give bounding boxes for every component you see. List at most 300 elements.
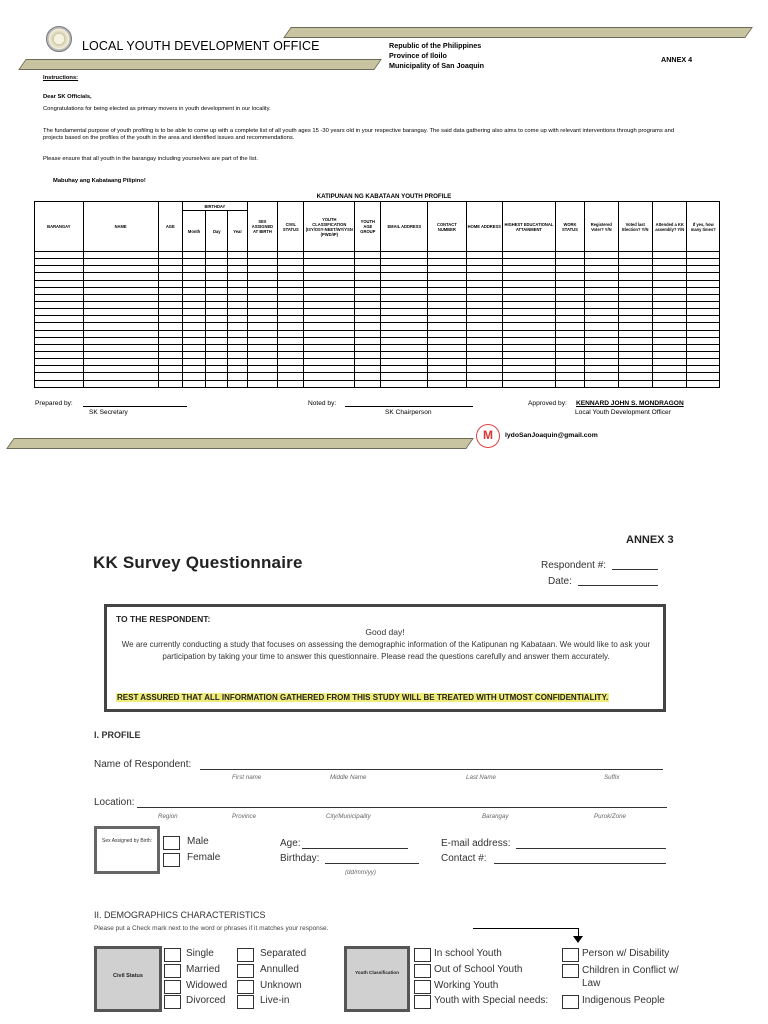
table-cell[interactable] — [158, 330, 182, 337]
table-cell[interactable] — [182, 309, 205, 316]
table-cell[interactable] — [585, 330, 618, 337]
table-cell[interactable] — [158, 266, 182, 273]
table-cell[interactable] — [278, 323, 304, 330]
office-email[interactable]: lydoSanJoaquin@gmail.com — [505, 432, 598, 439]
table-cell[interactable] — [206, 280, 228, 287]
table-cell[interactable] — [228, 252, 247, 259]
table-cell[interactable] — [585, 316, 618, 323]
table-cell[interactable] — [83, 344, 158, 351]
pwd-checkbox[interactable] — [562, 948, 579, 962]
table-cell[interactable] — [381, 344, 428, 351]
divorced-checkbox[interactable] — [164, 995, 181, 1009]
table-cell[interactable] — [653, 309, 687, 316]
table-cell[interactable] — [206, 366, 228, 373]
table-cell[interactable] — [247, 301, 277, 308]
table-cell[interactable] — [35, 301, 84, 308]
table-cell[interactable] — [503, 351, 556, 358]
out-of-school-checkbox[interactable] — [414, 964, 431, 978]
table-cell[interactable] — [35, 380, 84, 387]
table-cell[interactable] — [158, 301, 182, 308]
table-cell[interactable] — [304, 380, 355, 387]
table-cell[interactable] — [304, 337, 355, 344]
table-cell[interactable] — [228, 266, 247, 273]
table-cell[interactable] — [278, 252, 304, 259]
table-cell[interactable] — [304, 273, 355, 280]
table-cell[interactable] — [182, 373, 205, 380]
table-cell[interactable] — [381, 273, 428, 280]
table-cell[interactable] — [83, 373, 158, 380]
table-cell[interactable] — [83, 294, 158, 301]
table-cell[interactable] — [618, 380, 652, 387]
table-cell[interactable] — [687, 266, 720, 273]
table-cell[interactable] — [182, 344, 205, 351]
table-cell[interactable] — [83, 301, 158, 308]
table-cell[interactable] — [687, 344, 720, 351]
table-cell[interactable] — [428, 287, 467, 294]
table-cell[interactable] — [278, 316, 304, 323]
single-checkbox[interactable] — [164, 948, 181, 962]
table-cell[interactable] — [83, 351, 158, 358]
table-cell[interactable] — [158, 287, 182, 294]
table-cell[interactable] — [304, 316, 355, 323]
table-cell[interactable] — [687, 337, 720, 344]
table-cell[interactable] — [428, 351, 467, 358]
table-cell[interactable] — [687, 373, 720, 380]
table-cell[interactable] — [555, 259, 584, 266]
table-cell[interactable] — [228, 287, 247, 294]
table-cell[interactable] — [618, 280, 652, 287]
widowed-checkbox[interactable] — [164, 980, 181, 994]
table-cell[interactable] — [555, 373, 584, 380]
table-cell[interactable] — [304, 287, 355, 294]
table-cell[interactable] — [247, 273, 277, 280]
table-cell[interactable] — [585, 351, 618, 358]
table-cell[interactable] — [278, 344, 304, 351]
table-cell[interactable] — [466, 252, 502, 259]
table-cell[interactable] — [35, 366, 84, 373]
table-cell[interactable] — [428, 380, 467, 387]
table-cell[interactable] — [381, 359, 428, 366]
annulled-checkbox[interactable] — [237, 964, 254, 978]
table-cell[interactable] — [381, 330, 428, 337]
table-cell[interactable] — [355, 359, 381, 366]
table-cell[interactable] — [653, 259, 687, 266]
table-cell[interactable] — [35, 252, 84, 259]
table-cell[interactable] — [278, 309, 304, 316]
table-cell[interactable] — [585, 301, 618, 308]
table-cell[interactable] — [247, 287, 277, 294]
table-cell[interactable] — [35, 351, 84, 358]
name-field[interactable] — [200, 769, 663, 770]
table-cell[interactable] — [355, 351, 381, 358]
table-cell[interactable] — [278, 301, 304, 308]
table-cell[interactable] — [83, 316, 158, 323]
table-cell[interactable] — [687, 359, 720, 366]
table-cell[interactable] — [618, 330, 652, 337]
table-cell[interactable] — [555, 359, 584, 366]
table-cell[interactable] — [206, 309, 228, 316]
table-cell[interactable] — [428, 316, 467, 323]
table-cell[interactable] — [228, 309, 247, 316]
table-cell[interactable] — [355, 366, 381, 373]
table-cell[interactable] — [304, 252, 355, 259]
table-cell[interactable] — [355, 294, 381, 301]
table-cell[interactable] — [381, 280, 428, 287]
table-cell[interactable] — [158, 323, 182, 330]
table-cell[interactable] — [618, 351, 652, 358]
table-cell[interactable] — [355, 380, 381, 387]
table-cell[interactable] — [381, 259, 428, 266]
table-cell[interactable] — [228, 273, 247, 280]
table-cell[interactable] — [653, 266, 687, 273]
table-cell[interactable] — [555, 330, 584, 337]
table-cell[interactable] — [653, 316, 687, 323]
table-cell[interactable] — [466, 301, 502, 308]
table-cell[interactable] — [182, 252, 205, 259]
cicl-checkbox[interactable] — [562, 964, 579, 978]
table-cell[interactable] — [83, 252, 158, 259]
table-cell[interactable] — [247, 351, 277, 358]
table-cell[interactable] — [35, 373, 84, 380]
table-cell[interactable] — [355, 373, 381, 380]
table-cell[interactable] — [503, 323, 556, 330]
table-cell[interactable] — [228, 337, 247, 344]
table-cell[interactable] — [618, 359, 652, 366]
table-cell[interactable] — [35, 359, 84, 366]
table-cell[interactable] — [158, 337, 182, 344]
table-cell[interactable] — [278, 273, 304, 280]
table-cell[interactable] — [247, 380, 277, 387]
table-cell[interactable] — [247, 280, 277, 287]
table-cell[interactable] — [247, 337, 277, 344]
table-cell[interactable] — [653, 280, 687, 287]
table-cell[interactable] — [381, 323, 428, 330]
table-cell[interactable] — [687, 301, 720, 308]
table-cell[interactable] — [278, 280, 304, 287]
table-cell[interactable] — [428, 330, 467, 337]
table-cell[interactable] — [618, 266, 652, 273]
unknown-checkbox[interactable] — [237, 980, 254, 994]
table-cell[interactable] — [355, 330, 381, 337]
table-cell[interactable] — [206, 351, 228, 358]
table-cell[interactable] — [304, 294, 355, 301]
table-cell[interactable] — [503, 330, 556, 337]
table-cell[interactable] — [247, 309, 277, 316]
table-cell[interactable] — [503, 316, 556, 323]
table-cell[interactable] — [585, 373, 618, 380]
table-cell[interactable] — [206, 316, 228, 323]
table-cell[interactable] — [83, 273, 158, 280]
table-cell[interactable] — [83, 287, 158, 294]
table-cell[interactable] — [182, 294, 205, 301]
table-cell[interactable] — [428, 280, 467, 287]
table-cell[interactable] — [83, 380, 158, 387]
table-cell[interactable] — [618, 344, 652, 351]
table-cell[interactable] — [555, 252, 584, 259]
table-cell[interactable] — [304, 344, 355, 351]
table-cell[interactable] — [182, 316, 205, 323]
table-cell[interactable] — [653, 330, 687, 337]
table-cell[interactable] — [35, 259, 84, 266]
table-cell[interactable] — [355, 344, 381, 351]
table-cell[interactable] — [585, 273, 618, 280]
male-checkbox[interactable] — [163, 836, 180, 850]
table-cell[interactable] — [653, 366, 687, 373]
table-cell[interactable] — [555, 380, 584, 387]
table-cell[interactable] — [653, 287, 687, 294]
table-cell[interactable] — [618, 259, 652, 266]
table-cell[interactable] — [206, 373, 228, 380]
table-cell[interactable] — [653, 252, 687, 259]
table-cell[interactable] — [247, 252, 277, 259]
table-cell[interactable] — [466, 366, 502, 373]
table-cell[interactable] — [618, 316, 652, 323]
table-cell[interactable] — [466, 259, 502, 266]
table-cell[interactable] — [228, 259, 247, 266]
table-cell[interactable] — [355, 316, 381, 323]
table-cell[interactable] — [355, 252, 381, 259]
table-cell[interactable] — [228, 344, 247, 351]
table-cell[interactable] — [653, 359, 687, 366]
table-cell[interactable] — [381, 380, 428, 387]
table-cell[interactable] — [687, 259, 720, 266]
table-cell[interactable] — [503, 337, 556, 344]
table-cell[interactable] — [247, 359, 277, 366]
table-cell[interactable] — [618, 337, 652, 344]
table-cell[interactable] — [503, 294, 556, 301]
table-cell[interactable] — [206, 259, 228, 266]
table-cell[interactable] — [466, 359, 502, 366]
table-cell[interactable] — [503, 309, 556, 316]
table-cell[interactable] — [687, 351, 720, 358]
table-cell[interactable] — [555, 337, 584, 344]
table-cell[interactable] — [83, 359, 158, 366]
table-cell[interactable] — [653, 344, 687, 351]
table-cell[interactable] — [428, 252, 467, 259]
table-cell[interactable] — [304, 301, 355, 308]
birthday-field[interactable] — [325, 863, 419, 864]
table-cell[interactable] — [585, 259, 618, 266]
table-cell[interactable] — [466, 266, 502, 273]
table-cell[interactable] — [555, 344, 584, 351]
table-cell[interactable] — [83, 337, 158, 344]
table-cell[interactable] — [687, 366, 720, 373]
table-cell[interactable] — [687, 280, 720, 287]
table-cell[interactable] — [35, 309, 84, 316]
table-cell[interactable] — [228, 366, 247, 373]
location-field[interactable] — [137, 807, 667, 808]
table-cell[interactable] — [182, 266, 205, 273]
table-cell[interactable] — [466, 337, 502, 344]
table-cell[interactable] — [503, 373, 556, 380]
table-cell[interactable] — [381, 316, 428, 323]
table-cell[interactable] — [228, 323, 247, 330]
table-cell[interactable] — [35, 344, 84, 351]
table-cell[interactable] — [182, 259, 205, 266]
table-cell[interactable] — [687, 294, 720, 301]
contact-field[interactable] — [494, 863, 666, 864]
table-cell[interactable] — [555, 323, 584, 330]
table-cell[interactable] — [555, 280, 584, 287]
table-cell[interactable] — [247, 366, 277, 373]
table-cell[interactable] — [503, 359, 556, 366]
table-cell[interactable] — [585, 337, 618, 344]
table-cell[interactable] — [618, 287, 652, 294]
email-field[interactable] — [516, 848, 666, 849]
table-cell[interactable] — [247, 373, 277, 380]
table-cell[interactable] — [355, 301, 381, 308]
table-cell[interactable] — [158, 273, 182, 280]
table-cell[interactable] — [83, 259, 158, 266]
table-cell[interactable] — [585, 294, 618, 301]
table-cell[interactable] — [381, 301, 428, 308]
table-cell[interactable] — [304, 259, 355, 266]
table-cell[interactable] — [428, 373, 467, 380]
table-cell[interactable] — [158, 359, 182, 366]
table-cell[interactable] — [35, 280, 84, 287]
table-cell[interactable] — [503, 252, 556, 259]
table-cell[interactable] — [83, 266, 158, 273]
table-cell[interactable] — [158, 316, 182, 323]
table-cell[interactable] — [687, 316, 720, 323]
table-cell[interactable] — [278, 330, 304, 337]
table-cell[interactable] — [247, 323, 277, 330]
table-cell[interactable] — [503, 301, 556, 308]
table-cell[interactable] — [503, 380, 556, 387]
table-cell[interactable] — [206, 294, 228, 301]
table-cell[interactable] — [247, 330, 277, 337]
table-cell[interactable] — [428, 337, 467, 344]
table-cell[interactable] — [653, 380, 687, 387]
table-cell[interactable] — [653, 273, 687, 280]
table-cell[interactable] — [35, 323, 84, 330]
table-cell[interactable] — [158, 366, 182, 373]
table-cell[interactable] — [618, 373, 652, 380]
table-cell[interactable] — [158, 373, 182, 380]
table-cell[interactable] — [206, 380, 228, 387]
table-cell[interactable] — [182, 366, 205, 373]
table-cell[interactable] — [228, 359, 247, 366]
table-cell[interactable] — [278, 359, 304, 366]
indigenous-checkbox[interactable] — [562, 995, 579, 1009]
table-cell[interactable] — [585, 359, 618, 366]
table-cell[interactable] — [83, 309, 158, 316]
table-cell[interactable] — [466, 287, 502, 294]
table-cell[interactable] — [618, 294, 652, 301]
table-cell[interactable] — [687, 323, 720, 330]
table-cell[interactable] — [247, 294, 277, 301]
table-cell[interactable] — [182, 351, 205, 358]
table-cell[interactable] — [555, 301, 584, 308]
table-cell[interactable] — [428, 323, 467, 330]
table-cell[interactable] — [381, 337, 428, 344]
table-cell[interactable] — [618, 323, 652, 330]
table-cell[interactable] — [466, 351, 502, 358]
respondent-number-field[interactable] — [612, 569, 658, 570]
table-cell[interactable] — [206, 323, 228, 330]
table-cell[interactable] — [278, 259, 304, 266]
table-cell[interactable] — [381, 252, 428, 259]
table-cell[interactable] — [381, 287, 428, 294]
table-cell[interactable] — [355, 259, 381, 266]
table-cell[interactable] — [355, 337, 381, 344]
table-cell[interactable] — [158, 351, 182, 358]
table-cell[interactable] — [83, 323, 158, 330]
table-cell[interactable] — [228, 280, 247, 287]
table-cell[interactable] — [585, 266, 618, 273]
table-cell[interactable] — [555, 294, 584, 301]
special-needs-checkbox[interactable] — [414, 995, 431, 1009]
table-cell[interactable] — [247, 344, 277, 351]
table-cell[interactable] — [466, 309, 502, 316]
table-cell[interactable] — [687, 380, 720, 387]
table-cell[interactable] — [35, 266, 84, 273]
table-cell[interactable] — [381, 266, 428, 273]
table-cell[interactable] — [278, 380, 304, 387]
table-cell[interactable] — [182, 301, 205, 308]
table-cell[interactable] — [228, 351, 247, 358]
table-cell[interactable] — [182, 337, 205, 344]
table-cell[interactable] — [428, 359, 467, 366]
date-field[interactable] — [578, 585, 658, 586]
table-cell[interactable] — [653, 294, 687, 301]
table-cell[interactable] — [304, 266, 355, 273]
table-cell[interactable] — [618, 366, 652, 373]
table-cell[interactable] — [653, 373, 687, 380]
table-cell[interactable] — [206, 301, 228, 308]
table-cell[interactable] — [687, 252, 720, 259]
table-cell[interactable] — [83, 330, 158, 337]
table-cell[interactable] — [503, 366, 556, 373]
table-cell[interactable] — [428, 259, 467, 266]
table-cell[interactable] — [555, 309, 584, 316]
table-cell[interactable] — [381, 309, 428, 316]
separated-checkbox[interactable] — [237, 948, 254, 962]
table-cell[interactable] — [278, 294, 304, 301]
table-cell[interactable] — [618, 309, 652, 316]
table-cell[interactable] — [228, 373, 247, 380]
table-cell[interactable] — [428, 266, 467, 273]
table-cell[interactable] — [428, 344, 467, 351]
table-cell[interactable] — [206, 287, 228, 294]
table-cell[interactable] — [228, 294, 247, 301]
working-youth-checkbox[interactable] — [414, 980, 431, 994]
table-cell[interactable] — [83, 366, 158, 373]
table-cell[interactable] — [555, 273, 584, 280]
table-cell[interactable] — [428, 273, 467, 280]
table-cell[interactable] — [618, 301, 652, 308]
table-cell[interactable] — [304, 359, 355, 366]
table-cell[interactable] — [585, 287, 618, 294]
table-cell[interactable] — [158, 280, 182, 287]
table-cell[interactable] — [247, 259, 277, 266]
table-cell[interactable] — [228, 330, 247, 337]
table-cell[interactable] — [503, 344, 556, 351]
table-cell[interactable] — [555, 287, 584, 294]
table-cell[interactable] — [304, 280, 355, 287]
live-in-checkbox[interactable] — [237, 995, 254, 1009]
table-cell[interactable] — [182, 330, 205, 337]
table-cell[interactable] — [585, 380, 618, 387]
table-cell[interactable] — [304, 373, 355, 380]
table-cell[interactable] — [381, 373, 428, 380]
table-cell[interactable] — [653, 351, 687, 358]
table-cell[interactable] — [585, 323, 618, 330]
married-checkbox[interactable] — [164, 964, 181, 978]
table-cell[interactable] — [206, 359, 228, 366]
table-cell[interactable] — [687, 330, 720, 337]
table-cell[interactable] — [247, 316, 277, 323]
